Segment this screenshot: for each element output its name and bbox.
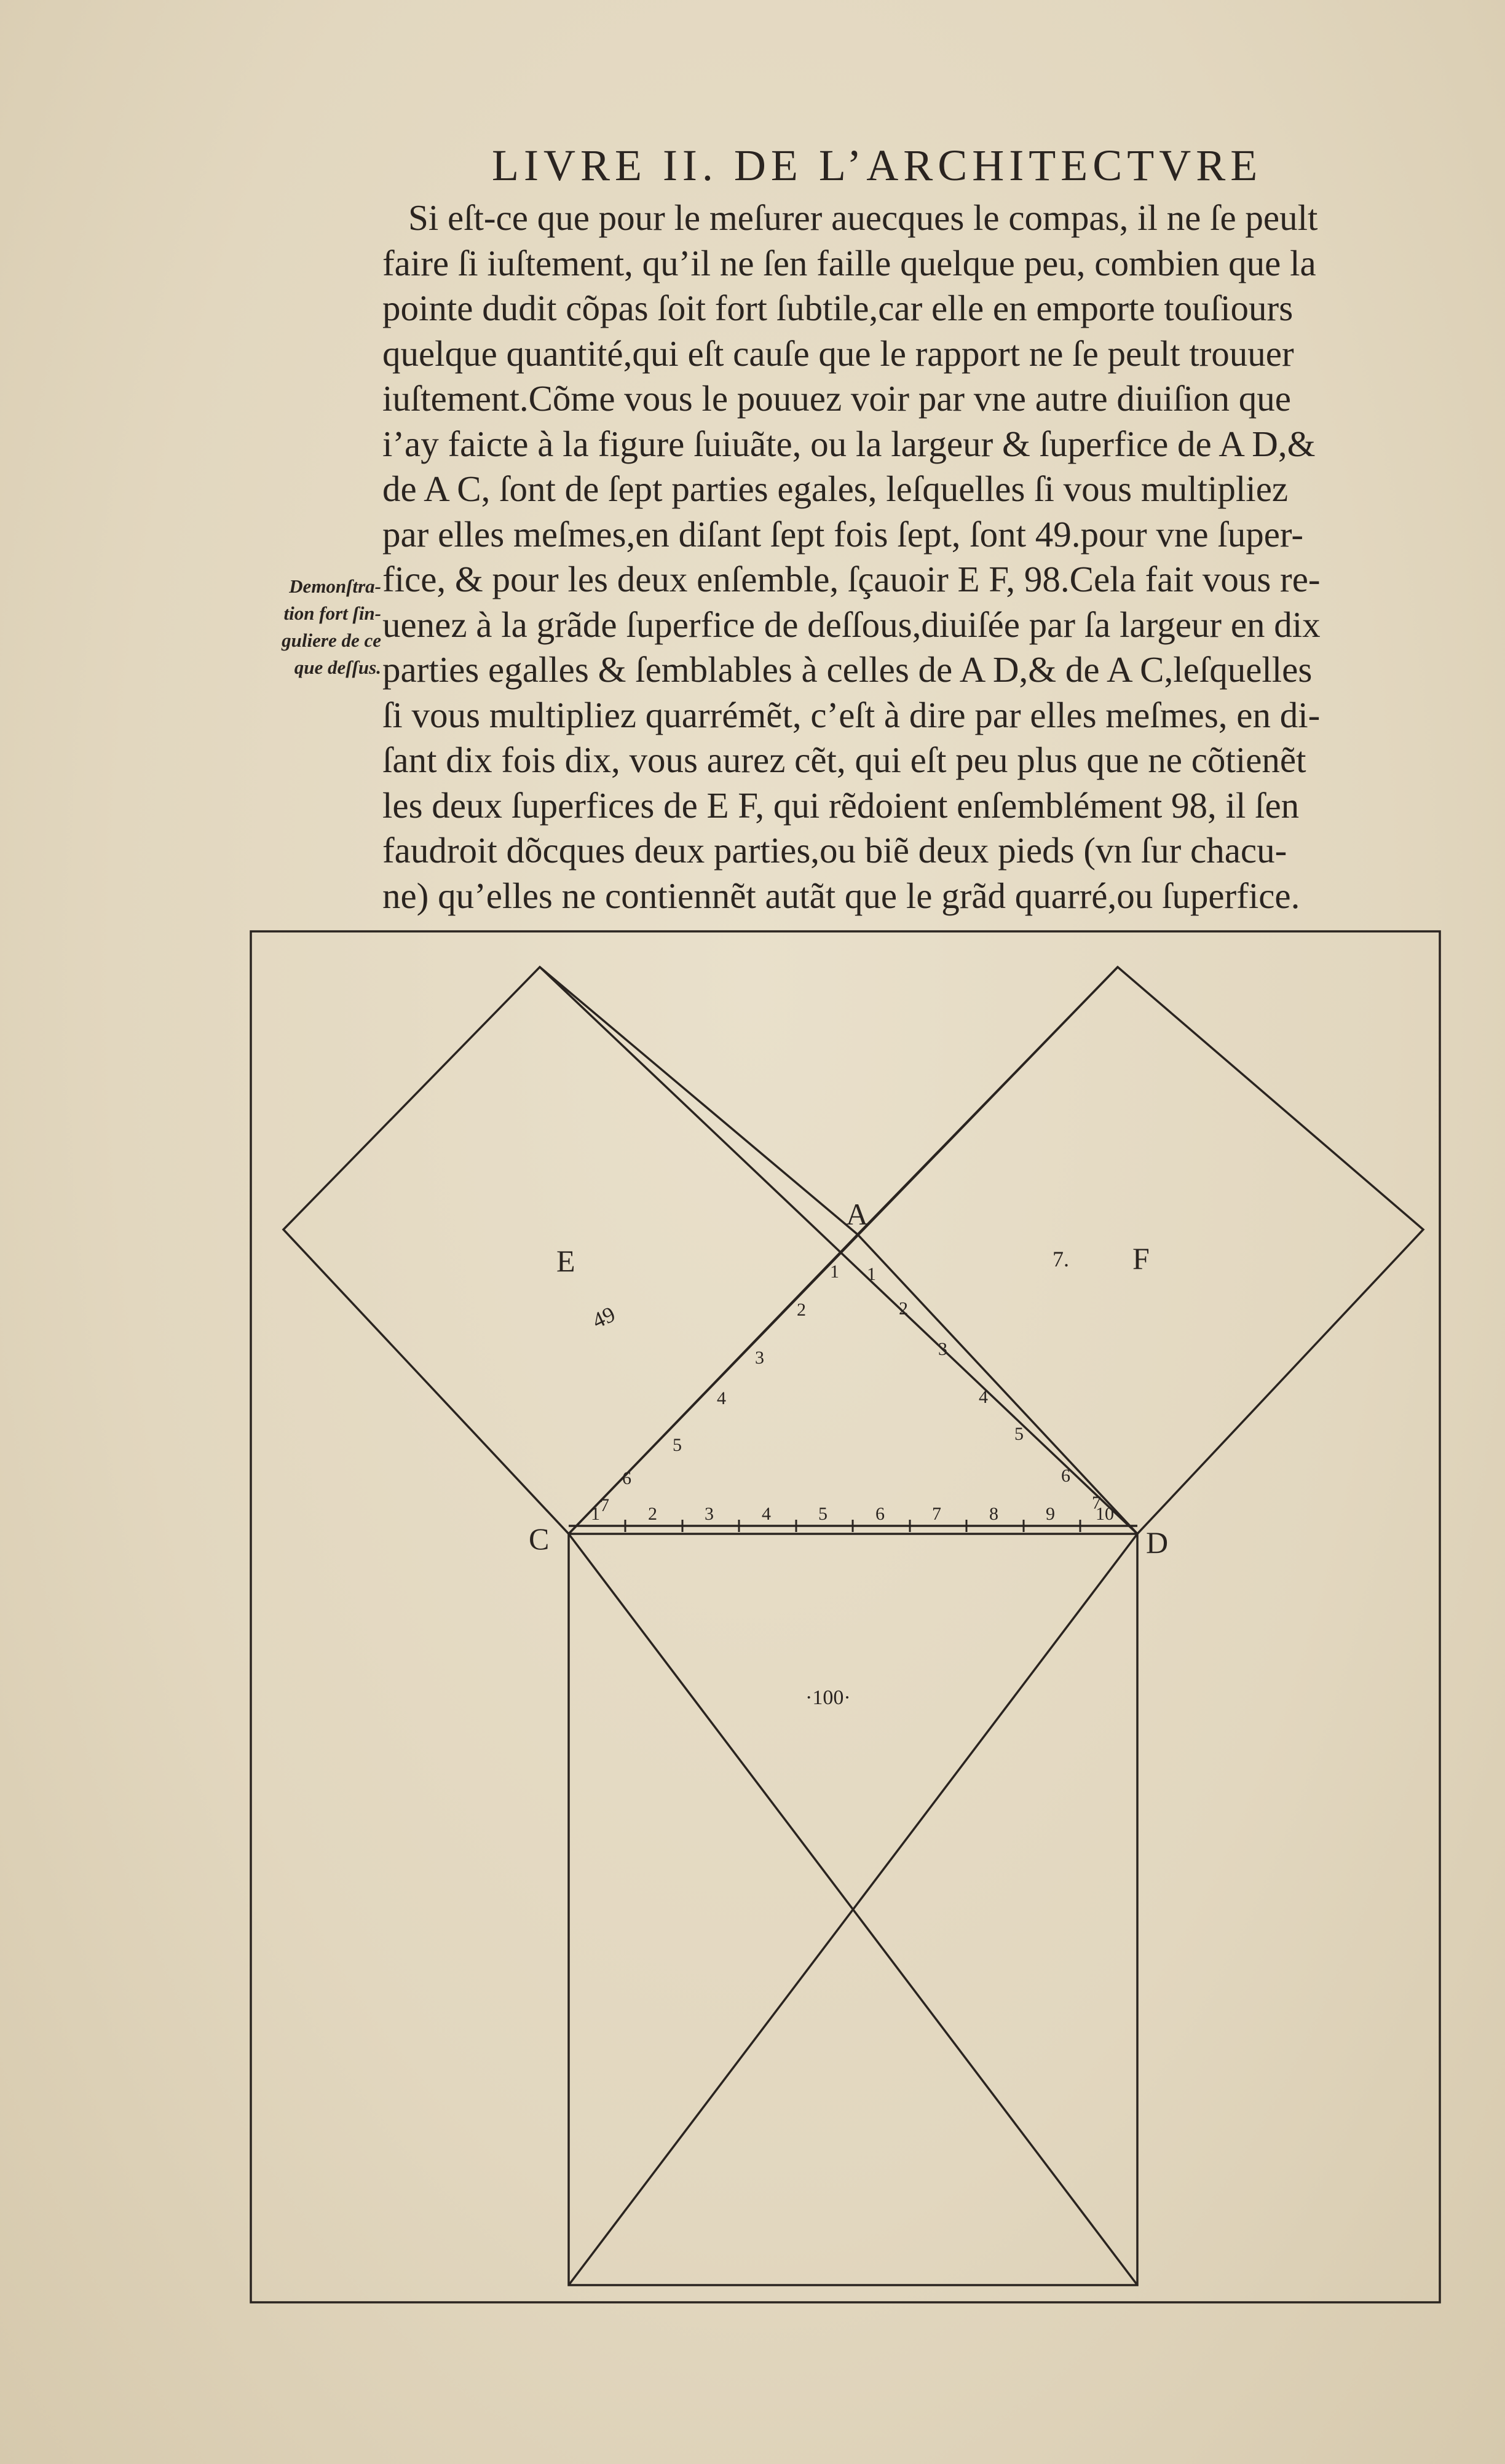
square-e-label: E [556, 1244, 575, 1278]
diagonal-e [540, 967, 1137, 1534]
square-bottom-value: ·100· [805, 1686, 851, 1709]
margin-note-line: tion fort ſin- [283, 602, 381, 624]
base-tick-label: 2 [648, 1504, 657, 1524]
text-line: faire ſi iuſtement, qu’il ne ſen faille quelque peu, combien que la [382, 242, 1316, 283]
left-tick-label: 2 [797, 1300, 806, 1320]
square-f-value: 7. [1053, 1247, 1069, 1271]
base-tick-label: 3 [705, 1504, 714, 1524]
left-tick-label: 5 [673, 1435, 682, 1455]
figure-frame [251, 931, 1440, 2302]
left-tick-label: 4 [717, 1388, 726, 1408]
left-tick-label: 3 [755, 1348, 764, 1368]
right-tick-label: 3 [938, 1339, 947, 1359]
text-line: uenez à la grãde ſuperfice de deſſous,diuiſée par ſa largeur en dix [382, 604, 1321, 645]
square-e-value: 49 [588, 1301, 619, 1333]
margin-note-line: Demonſtra- [289, 575, 381, 597]
left-tick-label: 1 [830, 1262, 839, 1282]
point-a-label: A [846, 1197, 869, 1231]
text-line: les deux ſuperfices de E F, qui rẽdoient enſemblément 98, il ſen [382, 784, 1300, 826]
base-tick-label: 7 [932, 1504, 941, 1524]
text-line: pointe dudit cõpas ſoit fort ſubtile,car elle en emporte touſiours [382, 288, 1294, 328]
base-tick-label: 10 [1096, 1504, 1114, 1524]
left-tick-label: 7 [600, 1495, 609, 1515]
left-side-ticks [600, 1262, 839, 1515]
margin-note-line: que deſſus. [294, 657, 381, 678]
square-f-label: F [1132, 1241, 1150, 1276]
point-d-label: D [1146, 1525, 1169, 1560]
text-line: quelque quantité,qui eſt cauſe que le rapport ne ſe peult trouuer [382, 333, 1294, 374]
base-tick-label: 8 [989, 1504, 998, 1524]
text-line: ſant dix fois dix, vous aurez cẽt, qui eſt peu plus que ne cõtienẽt [382, 740, 1306, 780]
text-line: de A C, ſont de ſept parties egales, leſquelles ſi vous multipliez [382, 468, 1289, 509]
margin-note-line: guliere de ce [282, 630, 381, 651]
right-tick-label: 6 [1061, 1466, 1070, 1486]
text-line: ne) qu’elles ne contiennẽt autãt que le grãd quarré,ou ſuperfice. [382, 875, 1300, 916]
right-side-ticks [867, 1264, 1101, 1513]
text-line: ſi vous multipliez quarrémẽt, c’eſt à dire par elles meſmes, en di- [382, 694, 1321, 735]
text-line: iuſtement.Cõme vous le pouuez voir par vne autre diuiſion que [382, 378, 1291, 419]
diagonal-f [569, 967, 1118, 1534]
base-tick-label: 1 [591, 1504, 600, 1524]
text-line: i’ay faicte à la figure ſuiuãte, ou la largeur & ſuperfice de A D,& [382, 423, 1316, 464]
base-tick-label: 6 [875, 1504, 885, 1524]
right-tick-label: 5 [1014, 1424, 1024, 1444]
left-tick-label: 6 [622, 1468, 631, 1488]
base-tick-label: 4 [762, 1504, 771, 1524]
text-line: parties egalles & ſemblables à celles de A D,& de A C,leſquelles [382, 649, 1313, 690]
right-tick-label: 7 [1092, 1493, 1101, 1513]
text-line: par elles meſmes,en diſant ſept fois ſept, ſont 49.pour vne ſuper- [382, 513, 1304, 555]
text-line: faudroit dõcques deux parties,ou biẽ deux pieds (vn ſur chacu- [382, 830, 1287, 871]
text-line: fice, & pour les deux enſemble, ſçauoir E F, 98.Cela fait vous re- [382, 559, 1321, 599]
running-header: LIVRE II. DE L’ARCHITECTVRE [492, 141, 1263, 190]
base-tick-label: 9 [1046, 1504, 1055, 1524]
point-c-label: C [529, 1522, 550, 1556]
right-tick-label: 1 [867, 1264, 876, 1284]
right-tick-label: 2 [899, 1298, 908, 1319]
right-tick-label: 4 [979, 1387, 988, 1407]
text-line: Si eſt-ce que pour le meſurer auecques le compas, il ne ſe peult [408, 197, 1318, 238]
base-tick-label: 5 [818, 1504, 828, 1524]
